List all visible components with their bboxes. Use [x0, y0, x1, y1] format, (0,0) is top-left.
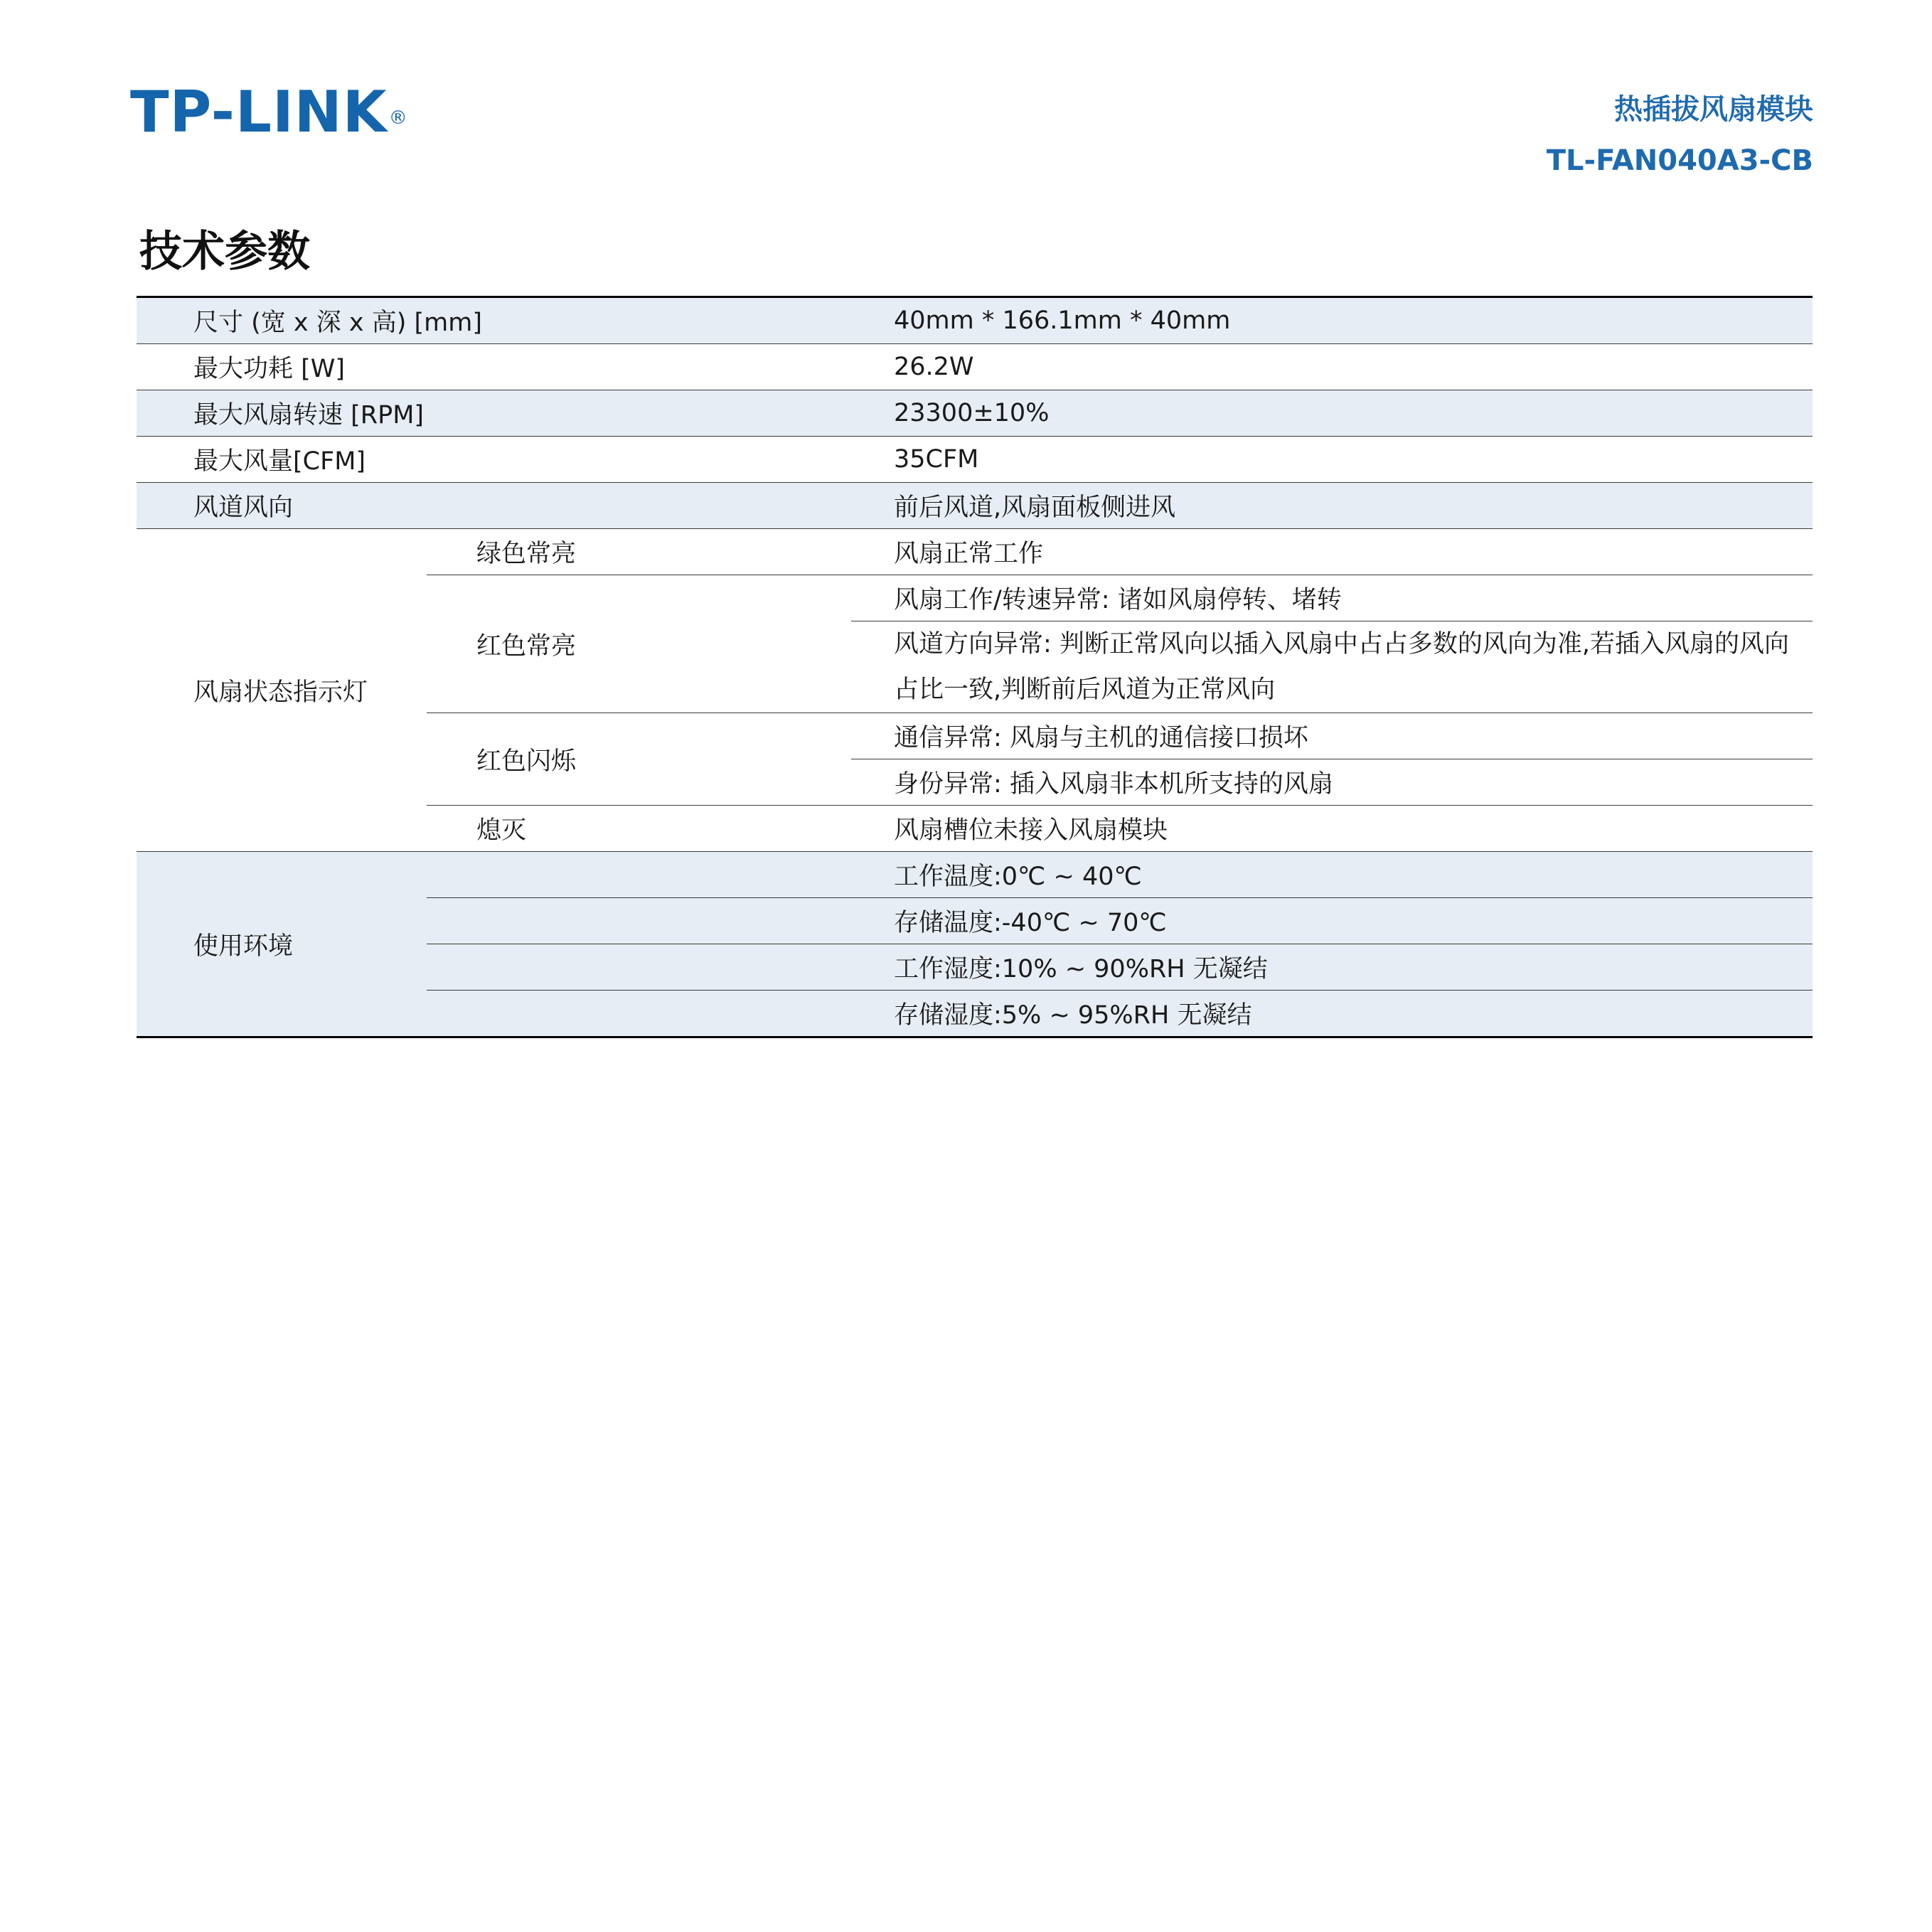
- spec-table: [137, 296, 1813, 1038]
- spec-label: 最大风扇转速 [RPM]: [137, 390, 851, 437]
- spec-row-power: [137, 344, 1813, 390]
- indicator-state: 绿色常亮: [427, 529, 851, 575]
- spec-label: 最大功耗 [W]: [137, 344, 851, 390]
- indicator-state: 红色常亮: [427, 575, 851, 713]
- env-item: 工作湿度:10% ~ 90%RH 无凝结: [851, 944, 1813, 991]
- spec-row-direction: [137, 483, 1813, 529]
- env-row: [137, 852, 1813, 898]
- spec-label: 最大风量[CFM]: [137, 437, 851, 483]
- tp-link-logo: [130, 79, 408, 145]
- indicator-desc: 风扇工作/转速异常: 诸如风扇停转、堵转: [851, 575, 1813, 621]
- spec-row-size: [137, 297, 1813, 344]
- env-spacer: [427, 898, 851, 944]
- spec-value: 23300±10%: [851, 390, 1813, 437]
- indicator-desc: 风扇正常工作: [851, 529, 1813, 575]
- product-model: TL-FAN040A3-CB: [1546, 144, 1813, 177]
- spec-value: 35CFM: [851, 437, 1813, 483]
- spec-value: 26.2W: [851, 344, 1813, 390]
- env-item: 工作温度:0℃ ~ 40℃: [851, 852, 1813, 898]
- registered-mark: ®: [388, 107, 408, 129]
- indicator-row-green: [137, 529, 1813, 575]
- spec-value: 前后风道,风扇面板侧进风: [851, 483, 1813, 529]
- spec-label: 尺寸 (宽 x 深 x 高) [mm]: [137, 297, 851, 344]
- indicator-desc: 风扇槽位未接入风扇模块: [851, 806, 1813, 852]
- logo-text: TP-LINK: [130, 79, 388, 145]
- env-spacer: [427, 944, 851, 991]
- section-title: 技术参数: [139, 227, 310, 277]
- product-header: [1547, 90, 1813, 181]
- indicator-label: 风扇状态指示灯: [137, 529, 427, 852]
- indicator-state: 熄灭: [427, 806, 851, 852]
- spec-row-speed: [137, 390, 1813, 437]
- env-item: 存储湿度:5% ~ 95%RH 无凝结: [851, 991, 1813, 1037]
- env-item: 存储温度:-40℃ ~ 70℃: [851, 898, 1813, 944]
- indicator-state: 红色闪烁: [427, 713, 851, 806]
- env-spacer: [427, 852, 851, 898]
- indicator-desc: 身份异常: 插入风扇非本机所支持的风扇: [851, 759, 1813, 806]
- spec-value: 40mm * 166.1mm * 40mm: [851, 297, 1813, 344]
- environment-label: 使用环境: [137, 852, 427, 1037]
- indicator-desc: 通信异常: 风扇与主机的通信接口损坏: [851, 713, 1813, 759]
- spec-row-airflow: [137, 437, 1813, 483]
- product-category: 热插拔风扇模块: [1614, 93, 1813, 126]
- env-spacer: [427, 991, 851, 1037]
- spec-label: 风道风向: [137, 483, 851, 529]
- indicator-desc: 风道方向异常: 判断正常风向以插入风扇中占占多数的风向为准,若插入风扇的风向占比一致,判断前后风道为正常风向: [851, 621, 1813, 713]
